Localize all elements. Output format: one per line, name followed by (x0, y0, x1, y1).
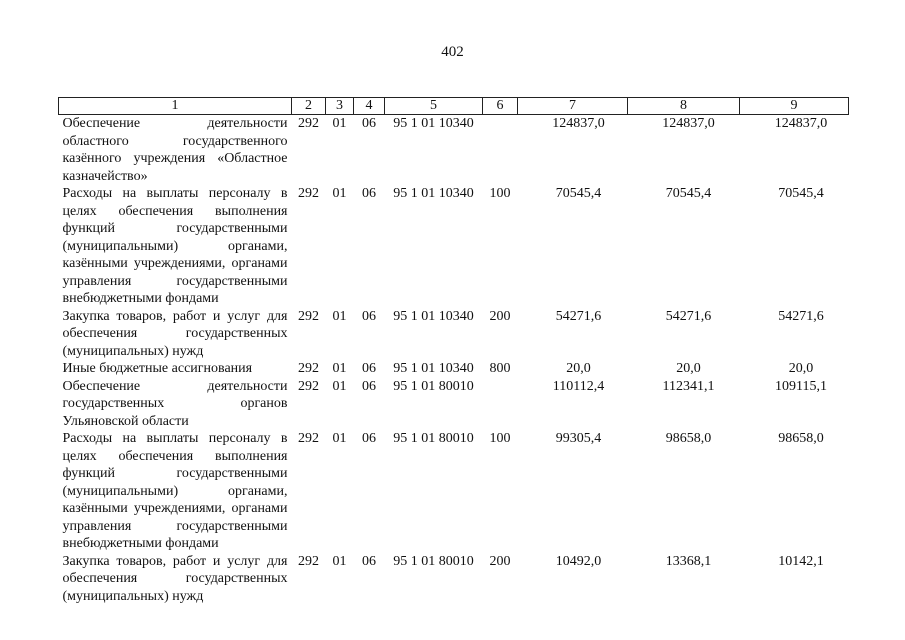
table-row (59, 185, 849, 308)
amount-col-8: 20,0 (676, 361, 701, 376)
target-article-code: 95 1 01 80010 (393, 378, 474, 394)
subsection-code: 06 (362, 361, 376, 376)
amount-col-9: 70545,4 (778, 186, 824, 201)
amount-col-8: 70545,4 (665, 186, 712, 201)
amount-col-7: 124837,0 (552, 116, 605, 131)
amount-col-8: 124837,0 (662, 116, 715, 131)
ministry-code: 292 (298, 361, 319, 376)
expense-type-code: 200 (489, 553, 511, 569)
column-header-9: 9 (740, 98, 849, 115)
table-row (59, 430, 849, 553)
target-article-code: 95 1 01 80010 (393, 553, 474, 569)
table-row (59, 115, 849, 186)
amount-col-9: 20,0 (788, 361, 814, 376)
page-number: 402 (441, 44, 464, 60)
amount-col-7: 10492,0 (555, 553, 602, 569)
amount-col-7: 110112,4 (552, 378, 605, 394)
column-header-6: 6 (483, 98, 518, 115)
amount-col-9: 10142,1 (778, 553, 824, 569)
target-article-code: 95 1 01 10340 (393, 186, 474, 201)
table-row (59, 553, 849, 606)
ministry-code: 292 (298, 186, 319, 201)
subsection-code: 06 (362, 378, 376, 394)
budget-table (58, 97, 849, 605)
section-code: 01 (332, 553, 347, 569)
column-header-2: 2 (292, 98, 326, 115)
column-header-4: 4 (354, 98, 385, 115)
subsection-code: 06 (362, 308, 376, 324)
column-header-1: 1 (59, 98, 292, 115)
expense-name: Закупка товаров, работ и услуг для обеспечения государственных (муниципальных) нужд (62, 553, 288, 604)
expense-name: Расходы на выплаты персоналу в целях обеспечения выполнения функций государственными (муниципальными) органами, казёнными учреждениями, органами управления государственными внебюджетными фондами (62, 186, 288, 306)
subsection-code: 06 (362, 431, 376, 446)
ministry-code: 292 (298, 431, 319, 446)
column-header-7: 7 (518, 98, 628, 115)
amount-col-7: 54271,6 (555, 308, 602, 324)
target-article-code: 95 1 01 10340 (393, 361, 474, 376)
table-row (59, 308, 849, 361)
section-code: 01 (332, 361, 347, 376)
amount-col-9: 98658,0 (778, 431, 824, 446)
amount-col-8: 98658,0 (665, 431, 712, 446)
section-code: 01 (332, 431, 347, 446)
expense-name: Расходы на выплаты персоналу в целях обеспечения выполнения функций государственными (муниципальными) органами, казёнными учреждениями, органами управления государственными внебюджетными фондами (62, 431, 288, 551)
amount-col-9: 124837,0 (774, 116, 828, 131)
expense-type-code (483, 378, 518, 431)
amount-col-8: 112341,1 (662, 378, 715, 394)
amount-col-8: 54271,6 (665, 308, 712, 324)
section-code: 01 (332, 186, 347, 201)
amount-col-8: 13368,1 (665, 553, 712, 569)
expense-type-code: 100 (489, 186, 511, 201)
expense-name: Обеспечение деятельности государственных органов Ульяновской области (62, 378, 288, 429)
section-code: 01 (332, 378, 347, 394)
expense-type-code: 200 (489, 308, 511, 324)
ministry-code: 292 (298, 308, 319, 324)
target-article-code: 95 1 01 10340 (393, 116, 474, 131)
target-article-code: 95 1 01 10340 (393, 308, 474, 324)
amount-col-7: 20,0 (566, 361, 591, 376)
amount-col-7: 70545,4 (555, 186, 602, 201)
subsection-code: 06 (362, 553, 376, 569)
amount-col-9: 54271,6 (778, 308, 824, 324)
column-header-5: 5 (385, 98, 483, 115)
expense-name: Обеспечение деятельности областного государственного казённого учреждения «Областное казначейство» (62, 116, 288, 184)
ministry-code: 292 (298, 116, 319, 131)
ministry-code: 292 (298, 378, 319, 394)
column-number-header (59, 98, 849, 115)
expense-name: Иные бюджетные ассигнования (62, 361, 253, 376)
expense-type-code: 100 (489, 431, 511, 446)
expense-name: Закупка товаров, работ и услуг для обеспечения государственных (муниципальных) нужд (62, 308, 288, 359)
expense-type-code: 800 (489, 361, 511, 376)
column-header-3: 3 (326, 98, 354, 115)
subsection-code: 06 (362, 186, 376, 201)
column-header-8: 8 (628, 98, 740, 115)
amount-col-7: 99305,4 (555, 431, 602, 446)
amount-col-9: 109115,1 (775, 378, 827, 394)
table-row (59, 378, 849, 431)
subsection-code: 06 (362, 116, 376, 131)
ministry-code: 292 (298, 553, 319, 569)
target-article-code: 95 1 01 80010 (393, 431, 474, 446)
expense-type-code (483, 115, 518, 186)
section-code: 01 (332, 308, 347, 324)
table-row (59, 360, 849, 378)
section-code: 01 (332, 116, 347, 131)
